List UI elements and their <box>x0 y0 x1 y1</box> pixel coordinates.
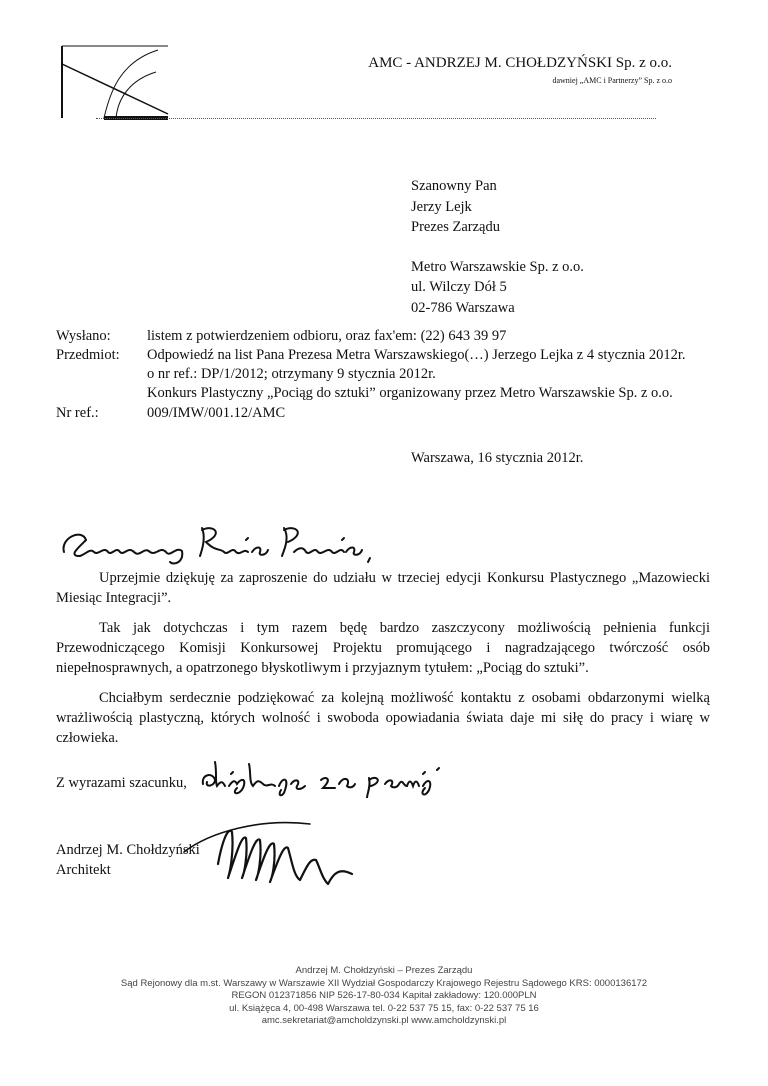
footer-line: Andrzej M. Chołdzyński – Prezes Zarządu <box>295 965 473 976</box>
footer-line: REGON 012371856 NIP 526-17-80-034 Kapitał zakładowy: 120.000PLN <box>231 990 537 1001</box>
header-divider <box>96 118 656 119</box>
recipient-block <box>411 176 584 318</box>
company-name: AMC - ANDRZEJ M. CHOŁDZYŃSKI Sp. z o.o. <box>368 55 672 71</box>
sent-value: listem z potwierdzeniem odbioru, oraz fax'em: (22) 643 39 97 <box>147 328 507 344</box>
footer-line: Sąd Rejonowy dla m.st. Warszawy w Warszawie XII Wydział Gospodarczy Krajowego Rejestru Sądowego KRS: 0000136172 <box>120 977 648 989</box>
body-paragraph: Tak jak dotychczas i tym razem będę bardzo zaszczycony możliwością pełnienia funkcji Przewodniczącego Komisji Konkursowej Projektu promującego i nagradzającego twórczość osób niepełnosprawnych, a opatrzonego błyskotliwym i przyjaznym tytułem: „Pociąg do sztuki”. <box>56 620 710 676</box>
recipient-line: Szanowny Pan <box>411 178 497 194</box>
recipient-line: Prezes Zarządu <box>411 219 500 235</box>
footer-line: ul. Książęca 4, 00-498 Warszawa tel. 0-22 537 75 15, fax: 0-22 537 75 16 <box>229 1002 539 1014</box>
address-line: 02-786 Warszawa <box>411 299 515 316</box>
company-logo <box>60 42 170 122</box>
handwritten-salutation <box>56 518 376 568</box>
address-line: Metro Warszawskie Sp. z o.o. <box>411 258 584 275</box>
letter-date: Warszawa, 16 stycznia 2012r. <box>411 450 584 466</box>
letter-body <box>56 568 710 758</box>
address-line: ul. Wilczy Dół 5 <box>411 279 507 295</box>
body-paragraph: Chciałbym serdecznie podziękować za kolejną możliwość kontaktu z osobami obdarzonymi wielką wrażliwością plastyczną, których wolność i swoboda opowiadania świata daje mi siłę do pracy i wiarę w człowieka. <box>56 690 710 746</box>
body-paragraph: Uprzejmie dziękuję za zaproszenie do udziału w trzeciej edycji Konkursu Plastycznego „Mazowiecki Miesiąc Integracji”. <box>56 570 710 606</box>
company-former-name: dawniej „AMC i Partnerzy” Sp. z o.o <box>552 76 672 85</box>
subject-line: Odpowiedź na list Pana Prezesa Metra Warszawskiego(…) Jerzego Lejka z 4 stycznia 2012r. <box>147 347 686 363</box>
closing-formula: Z wyrazami szacunku, <box>56 775 187 791</box>
ref-label: Nr ref.: <box>56 405 99 421</box>
subject-line: o nr ref.: DP/1/2012; otrzymany 9 stycznia 2012r. <box>147 366 436 382</box>
letter-footer <box>0 965 768 1028</box>
footer-line: amc.sekretariat@amcholdzynski.pl www.amcholdzynski.pl <box>261 1015 507 1026</box>
handwritten-signature <box>170 812 360 892</box>
handwritten-thanks <box>197 758 447 798</box>
signer-title: Architekt <box>56 862 111 878</box>
signer-name: Andrzej M. Chołdzyński <box>56 842 200 858</box>
sent-label: Wysłano: <box>56 328 111 344</box>
subject-line: Konkurs Plastyczny „Pociąg do sztuki” organizowany przez Metro Warszawskie Sp. z o.o. <box>147 385 673 401</box>
ref-value: 009/IMW/001.12/AMC <box>147 405 286 421</box>
subject-label: Przedmiot: <box>56 347 120 363</box>
recipient-line: Jerzy Lejk <box>411 198 472 215</box>
